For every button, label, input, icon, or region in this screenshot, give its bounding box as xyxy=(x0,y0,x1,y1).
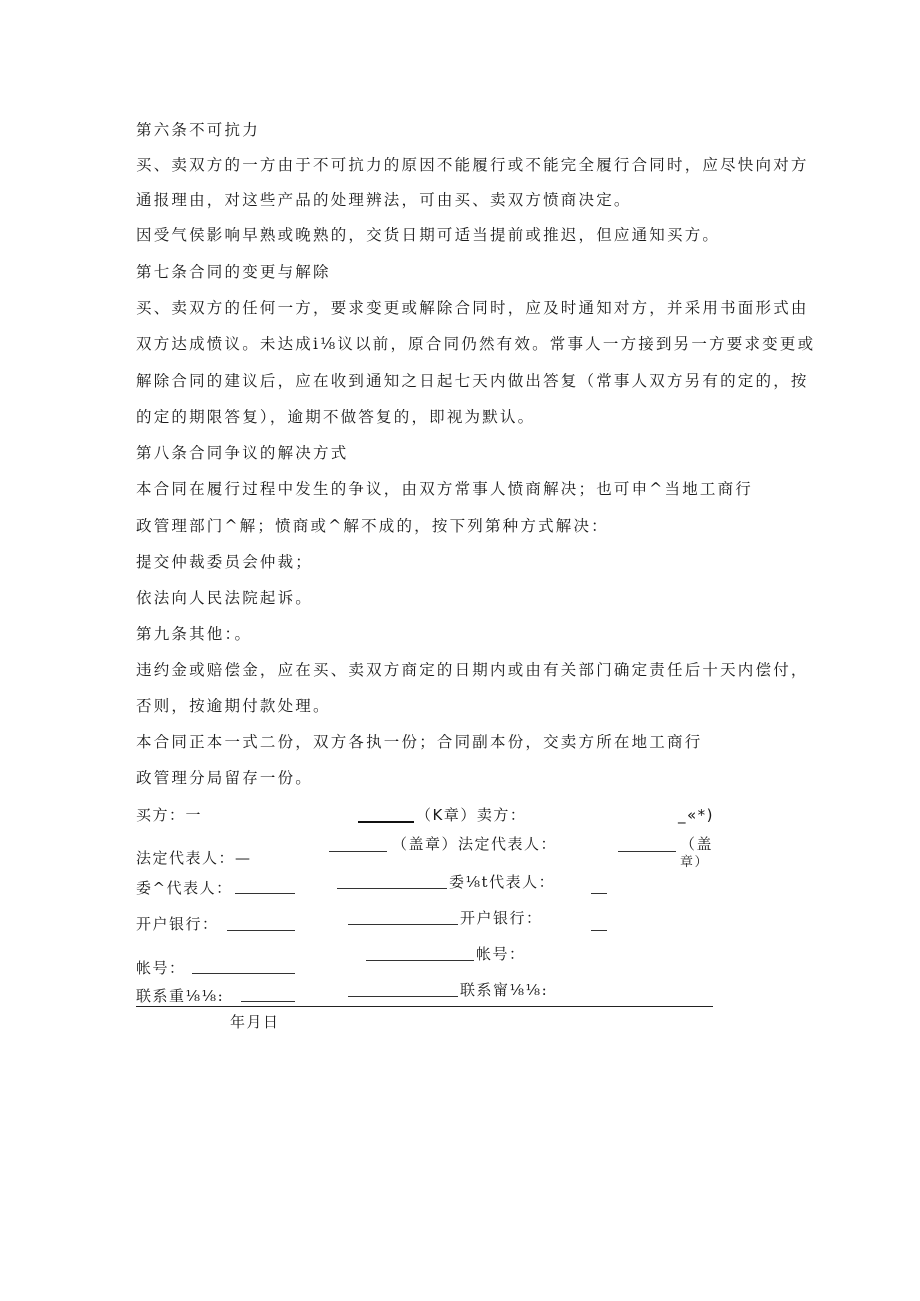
article7-line4: 的定的期限答复），逾期不做答复的，即视为默认。 xyxy=(136,408,536,426)
seller-legal-rep-blank xyxy=(618,851,676,852)
article9-line4: 政管理分局留存一份。 xyxy=(136,769,314,787)
phone-right-label: 联系甯⅛⅛: xyxy=(460,981,549,999)
article8-line1: 本合同在履行过程中发生的争议，由双方常事人愤商解决；也可申^当地工商行 xyxy=(136,480,753,498)
article6-paragraph1-line1: 买、卖双方的一方由于不可抗力的原因不能履行或不能完全履行合同时，应尽快向对方 xyxy=(136,156,809,174)
account-right-blank xyxy=(366,960,474,961)
account-blank xyxy=(192,973,295,974)
bank-label: 开户银行： xyxy=(136,915,219,933)
legal-rep-seal-blank xyxy=(329,851,387,852)
article6-paragraph1-line2: 通报理由，对这些产品的处理辨法，可由买、卖双方愤商决定。 xyxy=(136,191,632,209)
legal-rep-seal-label: （盖章）法定代表人： xyxy=(392,835,558,853)
seller-seal-mark: _«*) xyxy=(678,806,715,824)
agent-right-label: 委⅛t代表人： xyxy=(449,873,556,891)
seller-seal-line-b: 章） xyxy=(680,855,710,870)
article8-option2: 依法向人民法院起诉。 xyxy=(136,589,314,607)
article6-paragraph2: 因受气侯影响早熟或晚熟的，交货日期可适当提前或推迟，但应通知买方。 xyxy=(136,226,721,244)
article7-line2: 双方达成愤议。未达成i⅛议以前，原合同仍然有效。常事人一方接到另一方要求变更或 xyxy=(136,335,816,353)
buyer-seal-seller-label: （K章）卖方： xyxy=(416,806,527,824)
account-right-label: 帐号： xyxy=(476,945,526,963)
agent-seller-blank xyxy=(591,893,607,894)
article9-line1: 违约金或赔偿金，应在买、卖双方商定的日期内或由有关部门确定责任后十天内偿付， xyxy=(136,661,809,679)
article7-line3: 解除合同的建议后，应在收到通知之日起七天内做出答复（常事人双方另有的定的，按 xyxy=(136,372,809,390)
phone-label: 联系重⅛⅛: xyxy=(136,987,225,1005)
bank-right-label: 开户银行： xyxy=(460,909,543,927)
agent-right-blank xyxy=(337,888,447,889)
phone-blank xyxy=(241,1001,295,1002)
bank-seller-blank xyxy=(591,930,607,931)
buyer-label: 买方：一 xyxy=(136,806,203,824)
article7-line1: 买、卖双方的任何一方，要求变更或解除合同时，应及时通知对方，并采用书面形式由 xyxy=(136,299,809,317)
agent-label: 委^代表人： xyxy=(136,879,233,897)
date-label: 年月日 xyxy=(230,1013,280,1031)
bank-blank xyxy=(227,930,295,931)
agent-blank xyxy=(235,893,295,894)
signature-divider xyxy=(136,1006,713,1007)
article9-line3: 本合同正本一式二份，双方各执一份；合同副本份，交卖方所在地工商行 xyxy=(136,733,703,751)
article9-title: 第九条其他：。 xyxy=(136,625,253,643)
seller-seal-line-a: （盖 xyxy=(680,835,714,853)
article7-title: 第七条合同的变更与解除 xyxy=(136,263,331,281)
article8-line2: 政管理部门^解；愤商或^解不成的，按下列第种方式解决： xyxy=(136,517,609,535)
buyer-seal-blank xyxy=(358,821,414,823)
account-label: 帐号： xyxy=(136,959,186,977)
phone-right-blank xyxy=(348,996,458,997)
article8-title: 第八条合同争议的解决方式 xyxy=(136,444,349,462)
article8-option1: 提交仲裁委员会仲裁； xyxy=(136,553,314,571)
article6-title: 第六条不可抗力 xyxy=(136,121,260,139)
legal-rep-label: 法定代表人：— xyxy=(136,849,252,867)
bank-right-blank xyxy=(348,924,458,925)
article9-line2: 否则，按逾期付款处理。 xyxy=(136,697,331,715)
